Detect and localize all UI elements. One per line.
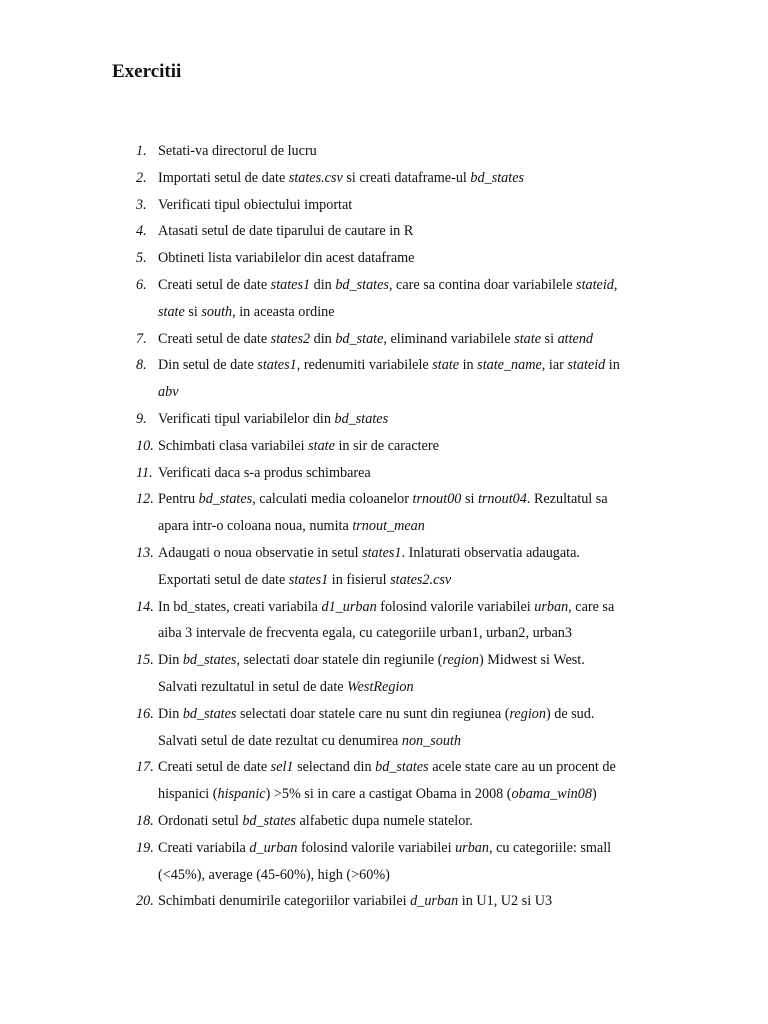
italic-term: d_urban — [410, 893, 459, 910]
exercise-number: 8. — [136, 357, 147, 374]
italic-term: state — [308, 437, 335, 454]
exercise-item — [0, 835, 768, 889]
exercise-item — [0, 808, 768, 835]
exercise-number: 4. — [136, 223, 147, 240]
exercise-text — [158, 218, 658, 245]
italic-term: state — [158, 303, 185, 320]
exercise-number: 19. — [136, 839, 154, 856]
italic-term: states2 — [270, 330, 311, 347]
page-title: Exercitii — [112, 61, 182, 82]
italic-term: state_name — [477, 357, 542, 374]
exercise-text-line — [158, 460, 658, 487]
italic-term: bd_states — [334, 410, 389, 427]
exercise-text — [158, 245, 658, 272]
exercise-text-line — [158, 352, 658, 379]
exercise-text — [158, 165, 658, 192]
italic-term: d1_urban — [321, 598, 377, 615]
exercise-item — [0, 433, 768, 460]
text-segment: Din — [158, 652, 183, 669]
exercise-text — [158, 326, 658, 353]
exercise-text-line — [158, 299, 658, 326]
italic-term: urban — [534, 598, 569, 615]
exercise-number: 16. — [136, 705, 154, 722]
exercise-text-line — [158, 165, 658, 192]
italic-term: bd_states — [242, 812, 296, 829]
italic-term: urban — [455, 839, 489, 856]
exercise-number: 11. — [136, 464, 153, 481]
exercise-item — [0, 138, 768, 165]
italic-term: non_south — [401, 732, 461, 749]
exercise-text-line — [158, 218, 658, 245]
exercise-number: 5. — [136, 250, 147, 267]
exercise-number: 12. — [136, 491, 154, 508]
exercise-item — [0, 754, 768, 808]
text-segment: . Inlaturati observatia adaugata. — [401, 544, 580, 561]
exercise-item — [0, 486, 768, 540]
italic-term: WestRegion — [347, 678, 414, 695]
text-segment: Din — [158, 705, 183, 722]
exercise-number: 15. — [136, 652, 154, 669]
exercise-text — [158, 808, 658, 835]
exercise-text — [158, 460, 658, 487]
text-segment: din — [310, 330, 336, 347]
text-segment: si — [541, 330, 558, 347]
text-segment: (<45%), average (45-60%), high (>60%) — [158, 866, 390, 883]
exercise-item — [0, 245, 768, 272]
exercise-text-line — [158, 808, 658, 835]
text-segment: aiba 3 intervale de frecventa egala, cu categoriile urban1, urban2, urban3 — [158, 625, 572, 642]
text-segment: Obtineti lista variabilelor din acest dataframe — [158, 250, 415, 267]
exercise-number: 7. — [136, 330, 147, 347]
exercise-item — [0, 192, 768, 219]
text-segment: Atasati setul de date tiparului de cautare in R — [158, 223, 414, 240]
exercise-text-line — [158, 513, 658, 540]
exercise-text — [158, 701, 658, 755]
italic-term: state — [432, 357, 460, 374]
exercise-text — [158, 835, 658, 889]
exercise-text-line — [158, 272, 658, 299]
text-segment: din — [310, 276, 336, 293]
exercise-number: 3. — [136, 196, 147, 213]
exercise-text — [158, 647, 658, 701]
text-segment: in sir de caractere — [334, 437, 439, 454]
italic-term: sel1 — [270, 759, 294, 776]
exercise-text — [158, 486, 658, 540]
italic-term: region — [442, 652, 479, 669]
italic-term: states1 — [362, 544, 402, 561]
text-segment: Din setul de date — [158, 357, 258, 374]
exercise-text-line — [158, 888, 658, 915]
exercise-text — [158, 594, 658, 648]
exercise-text-line — [158, 192, 658, 219]
exercise-text-line — [158, 647, 658, 674]
text-segment: si creati dataframe-ul — [342, 169, 471, 186]
italic-term: trnout00 — [412, 491, 462, 508]
exercise-text-line — [158, 540, 658, 567]
text-segment: Creati setul de date — [158, 759, 271, 776]
exercise-item — [0, 594, 768, 648]
italic-term: region — [509, 705, 546, 722]
text-segment: . Rezultatul sa — [526, 491, 608, 508]
exercise-item — [0, 888, 768, 915]
exercise-number: 10. — [136, 437, 154, 454]
exercise-text-line — [158, 326, 658, 353]
text-segment: Verificati daca s-a produs schimbarea — [158, 464, 371, 481]
text-segment: Schimbati denumirile categoriilor variabilei — [158, 893, 411, 910]
exercise-text-line — [158, 379, 658, 406]
italic-term: states1 — [257, 357, 297, 374]
text-segment: hispanici ( — [158, 786, 218, 803]
exercise-text-line — [158, 620, 658, 647]
text-segment: Ordonati setul — [158, 812, 243, 829]
exercise-number: 13. — [136, 544, 154, 561]
text-segment: ) >5% si in care a castigat Obama in 2008 ( — [265, 786, 512, 803]
exercise-number: 14. — [136, 598, 154, 615]
exercise-text-line — [158, 701, 658, 728]
text-segment: in U1, U2 si U3 — [458, 893, 553, 910]
text-segment: ) de sud. — [545, 705, 595, 722]
text-segment: ) Midwest si West. — [478, 652, 585, 669]
exercise-number: 9. — [136, 410, 147, 427]
italic-term: hispanic — [217, 786, 266, 803]
text-segment: Adaugati o noua observatie in setul — [158, 544, 363, 561]
text-segment: selectati doar statele care nu sunt din regiunea ( — [236, 705, 510, 722]
text-segment: ) — [591, 786, 597, 803]
exercise-text-line — [158, 486, 658, 513]
text-segment: acele state care au un procent de — [428, 759, 616, 776]
exercise-number: 6. — [136, 276, 147, 293]
exercise-text — [158, 138, 658, 165]
italic-term: trnout_mean — [352, 518, 425, 535]
exercise-text — [158, 754, 658, 808]
exercise-text — [158, 540, 658, 594]
exercise-list — [0, 138, 768, 915]
exercise-item — [0, 406, 768, 433]
exercise-text-line — [158, 138, 658, 165]
text-segment: si — [184, 303, 202, 320]
exercise-item — [0, 460, 768, 487]
exercise-number: 20. — [136, 893, 154, 910]
italic-term: states2.csv — [390, 571, 452, 588]
exercise-text-line — [158, 674, 658, 701]
exercise-item — [0, 647, 768, 701]
exercise-item — [0, 165, 768, 192]
exercise-text-line — [158, 862, 658, 889]
italic-term: trnout04 — [477, 491, 527, 508]
exercise-item — [0, 218, 768, 245]
italic-term: bd_states — [198, 491, 253, 508]
italic-term: states.csv — [288, 169, 343, 186]
italic-term: bd_states — [182, 652, 237, 669]
italic-term: stateid — [567, 357, 606, 374]
italic-term: state — [514, 330, 541, 347]
text-segment: , cu categoriile: small — [488, 839, 612, 856]
text-segment: in fisierul — [328, 571, 391, 588]
exercise-number: 17. — [136, 759, 154, 776]
text-segment: , in aceasta ordine — [232, 303, 335, 320]
italic-term: bd_state — [335, 330, 384, 347]
italic-term: bd_states — [375, 759, 429, 776]
text-segment: si — [461, 491, 478, 508]
text-segment: In bd_states, creati variabila — [158, 598, 322, 615]
text-segment: , eliminand variabilele — [383, 330, 515, 347]
text-segment: Exportati setul de date — [158, 571, 289, 588]
text-segment: in — [459, 357, 478, 374]
exercise-number: 1. — [136, 143, 147, 159]
text-segment: Schimbati clasa variabilei — [158, 437, 309, 454]
text-segment: folosind valorile variabilei — [297, 839, 456, 856]
exercise-item — [0, 540, 768, 594]
text-segment: Pentru — [158, 491, 199, 508]
exercise-number: 2. — [136, 169, 147, 186]
text-segment: , redenumiti variabilele — [296, 357, 433, 374]
exercise-item — [0, 326, 768, 353]
text-segment: selectand din — [293, 759, 376, 776]
text-segment: Creati setul de date — [158, 276, 271, 293]
exercise-item — [0, 272, 768, 326]
italic-term: stateid — [576, 276, 614, 293]
exercise-text — [158, 433, 658, 460]
italic-term: d_urban — [249, 839, 298, 856]
text-segment: Setati-va directorul de lucru — [158, 143, 317, 159]
exercise-text-line — [158, 406, 658, 433]
exercise-text-line — [158, 567, 658, 594]
text-segment: in — [605, 357, 620, 374]
italic-term: abv — [158, 384, 179, 401]
text-segment: , selectati doar statele din regiunile ( — [236, 652, 443, 669]
exercise-number: 18. — [136, 812, 154, 829]
italic-term: attend — [557, 330, 594, 347]
text-segment: , iar — [541, 357, 568, 374]
italic-term: obama_win08 — [511, 786, 592, 803]
text-segment: , calculati media coloanelor — [252, 491, 413, 508]
text-segment: Verificati tipul obiectului importat — [158, 196, 353, 213]
exercise-text-line — [158, 835, 658, 862]
italic-term: bd_states — [470, 169, 525, 186]
exercise-item — [0, 701, 768, 755]
exercise-text-line — [158, 781, 658, 808]
italic-term: south — [201, 303, 233, 320]
text-segment: apara intr-o coloana noua, numita — [158, 518, 353, 535]
text-segment: Creati variabila — [158, 839, 250, 856]
text-segment: Verificati tipul variabilelor din — [158, 410, 335, 427]
text-segment: Importati setul de date — [158, 169, 289, 186]
exercise-item — [0, 352, 768, 406]
exercise-text — [158, 406, 658, 433]
text-segment: , — [613, 276, 618, 293]
text-segment: folosind valorile variabilei — [376, 598, 535, 615]
exercise-text-line — [158, 433, 658, 460]
exercise-text — [158, 352, 658, 406]
exercise-text-line — [158, 728, 658, 755]
exercise-text-line — [158, 754, 658, 781]
text-segment: alfabetic dupa numele statelor. — [295, 812, 473, 829]
exercise-text — [158, 888, 658, 915]
italic-term: bd_states — [182, 705, 237, 722]
exercise-text — [158, 192, 658, 219]
italic-term: bd_states — [335, 276, 389, 293]
exercise-text-line — [158, 245, 658, 272]
text-segment: , care sa — [568, 598, 615, 615]
exercise-text — [158, 272, 658, 326]
text-segment: , care sa contina doar variabilele — [388, 276, 577, 293]
italic-term: states1 — [270, 276, 311, 293]
text-segment: Salvati rezultatul in setul de date — [158, 678, 348, 695]
text-segment: Creati setul de date — [158, 330, 271, 347]
exercise-text-line — [158, 594, 658, 621]
text-segment: Salvati setul de date rezultat cu denumirea — [158, 732, 402, 749]
italic-term: states1 — [288, 571, 329, 588]
